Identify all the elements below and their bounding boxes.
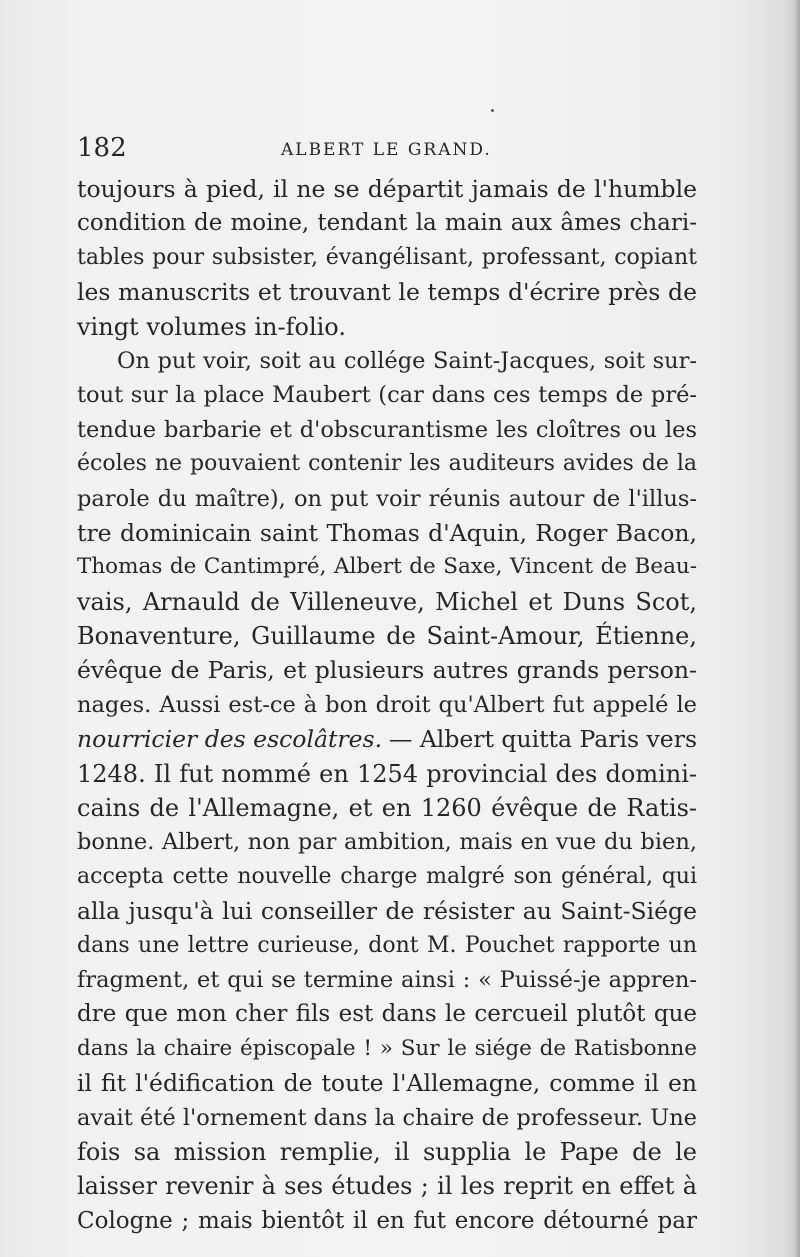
text-line: 1248. Il fut nommé en 1254 provincial des domini- [77, 759, 697, 788]
text-line: bonne. Albert, non par ambition, mais en vue du bien, [77, 829, 697, 856]
text-line: il fit l'édification de toute l'Allemagne, comme il en [77, 1069, 697, 1098]
running-title: ALBERT LE GRAND. [281, 140, 492, 160]
text-line: dre que mon cher fils est dans le cercueil plutôt que [77, 1001, 697, 1028]
text-line: Cologne ; mais bientôt il en fut encore détourné par [77, 1207, 697, 1234]
text-line: tout sur la place Maubert (car dans ces temps de pré- [77, 382, 697, 409]
text-line-rest: — Albert quitta Paris vers [388, 725, 697, 754]
text-line: tre dominicain saint Thomas d'Aquin, Roger Bacon, [77, 518, 697, 547]
italic-phrase: nourricier des escolâtres. [77, 725, 383, 754]
text-line: dans la chaire épiscopale ! » Sur le siége de Ratisbonne [77, 1035, 697, 1061]
text-line: avait été l'ornement dans la chaire de professeur. Une [77, 1104, 697, 1131]
text-line: vingt volumes in-folio. [77, 312, 346, 341]
text-line: fragment, et qui se termine ainsi : « Puissé-je appren- [77, 966, 697, 993]
text-line: tables pour subsister, évangélisant, professant, copiant [77, 244, 697, 270]
text-line: On put voir, soit au collége Saint-Jacques, soit sur- [117, 347, 697, 374]
text-line: tendue barbarie et d'obscurantisme les cloîtres ou les [77, 416, 697, 443]
page-number: 182 [77, 133, 127, 163]
text-line: parole du maître), on put voir réunis autour de l'illus- [77, 485, 697, 512]
body-text [77, 172, 697, 1238]
text-line: dans une lettre curieuse, dont M. Pouchet rapporte un [77, 932, 697, 958]
text-line: laisser revenir à ses études ; il les reprit en effet à [77, 1172, 697, 1201]
text-line: les manuscrits et trouvant le temps d'écrire près de [77, 278, 697, 307]
text-line: toujours à pied, il ne se départit jamais de l'humble [77, 175, 697, 203]
text-line: accepta cette nouvelle charge malgré son général, qui [77, 863, 697, 889]
text-line-with-italic [77, 722, 697, 756]
page-edge-shadow [794, 0, 800, 1257]
text-line: écoles ne pouvaient contenir les auditeurs avides de la [77, 451, 697, 477]
text-line: fois sa mission remplie, il supplia le Pape de le [77, 1137, 697, 1166]
text-line: condition de moine, tendant la main aux âmes chari- [77, 210, 697, 237]
text-line: vais, Arnauld de Villeneuve, Michel et Duns Scot, [77, 587, 697, 616]
text-line: Thomas de Cantimpré, Albert de Saxe, Vincent de Beau- [77, 554, 697, 580]
ink-speck [491, 109, 494, 112]
text-line: cains de l'Allemagne, et en 1260 évêque de Ratis- [77, 794, 697, 823]
page-header [77, 130, 717, 166]
text-line: nages. Aussi est-ce à bon droit qu'Albert fut appelé le [77, 691, 697, 718]
text-line: alla jusqu'à lui conseiller de résister au Saint-Siége [77, 897, 697, 926]
text-line: évêque de Paris, et plusieurs autres grands person- [77, 656, 697, 685]
text-line: Bonaventure, Guillaume de Saint-Amour, Étienne, [77, 622, 697, 651]
